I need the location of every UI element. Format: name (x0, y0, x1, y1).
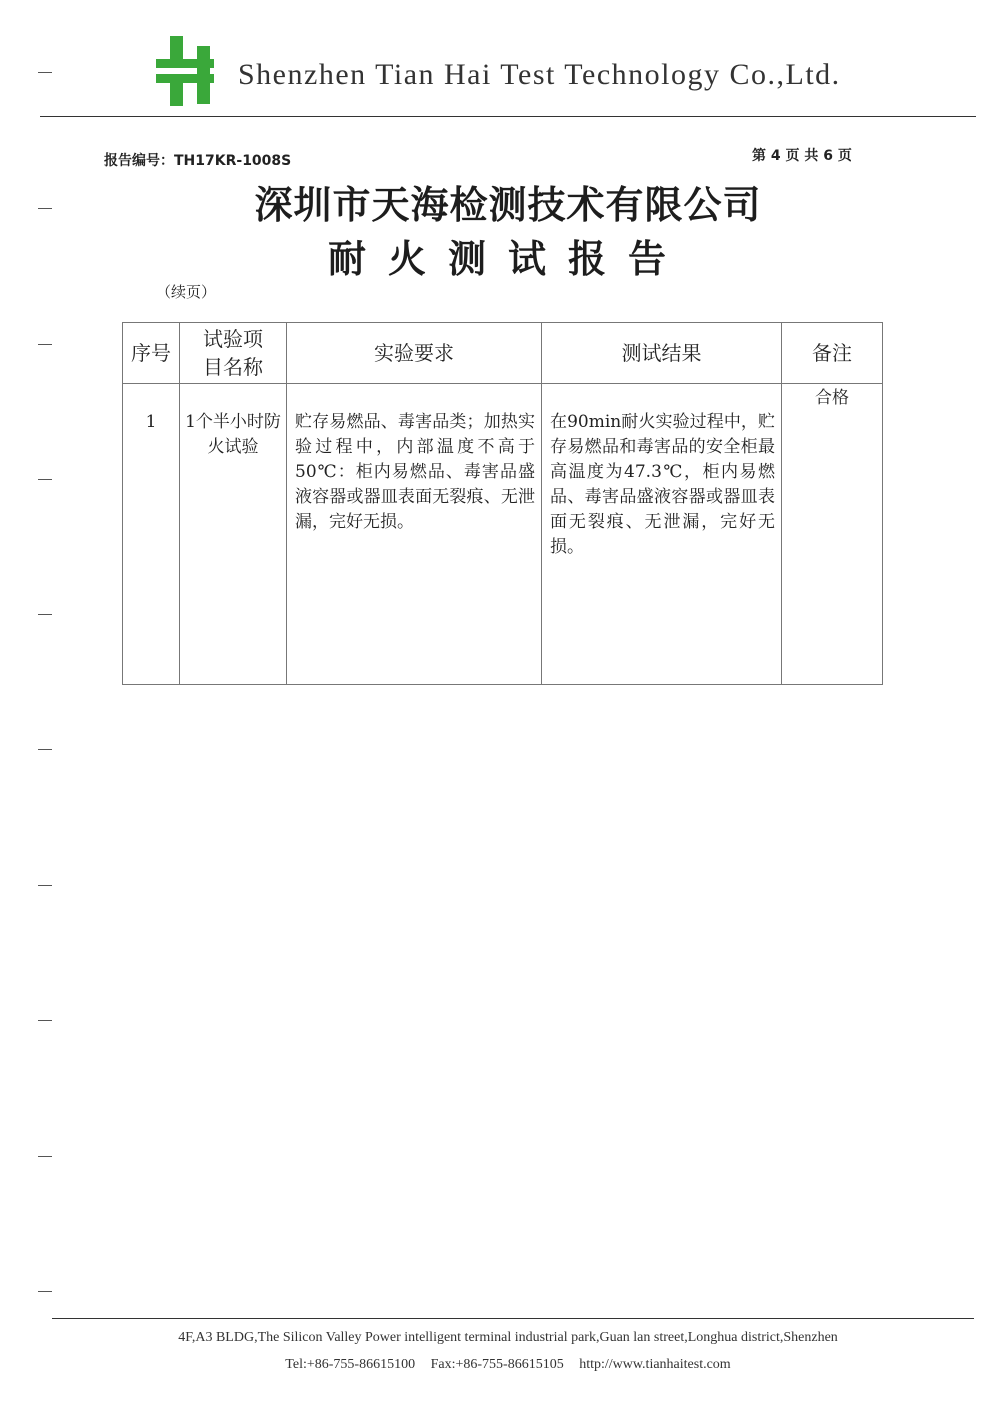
binding-mark (38, 72, 52, 73)
footer-divider (52, 1318, 974, 1319)
binding-mark (38, 1156, 52, 1157)
table-row (123, 384, 883, 685)
row-requirement: 贮存易燃品、毒害品类；加热实验过程中，内部温度不高于50℃：柜内易燃品、毒害品盛液容器或器皿表面无裂痕、无泄漏，完好无损。 (287, 384, 542, 685)
binding-mark (38, 344, 52, 345)
footer-contact (0, 1357, 1000, 1373)
page-indicator: 第 4 页 共 6 页 (752, 148, 852, 164)
company-name-chinese: 深圳市天海检测技术有限公司 (254, 182, 762, 227)
row-remark: 合格 (782, 384, 883, 685)
table-header-row (123, 323, 883, 384)
report-title: 耐火测试报告 (327, 236, 688, 281)
row-result: 在90min耐火实验过程中，贮存易燃品和毒害品的安全柜最高温度为47.3℃，柜内易燃品、毒害品盛液容器或器皿表面无裂痕、无泄漏，完好无损。 (542, 384, 782, 685)
footer-tel: Tel:+86-755-86615100 (285, 1357, 416, 1372)
company-logo-icon (156, 36, 214, 106)
header-item-name: 试验项目名称 (180, 323, 287, 384)
header-divider (40, 116, 976, 117)
row-item-name: 1个半小时防火试验 (180, 384, 287, 685)
footer-fax: Fax:+86-755-86615105 (430, 1357, 564, 1372)
binding-mark (38, 614, 52, 615)
header-requirement: 实验要求 (287, 323, 542, 384)
continued-label: （续页） (156, 283, 217, 301)
report-number-label: 报告编号： (104, 153, 174, 169)
report-number-value: TH17KR-1008S (174, 153, 292, 169)
company-name-english: Shenzhen Tian Hai Test Technology Co.,Ltd. (238, 58, 841, 91)
footer-address: 4F,A3 BLDG,The Silicon Valley Power intelligent terminal industrial park,Guan lan street,Longhua district,Shenzhen (178, 1330, 838, 1345)
header-result: 测试结果 (542, 323, 782, 384)
binding-mark (38, 479, 52, 480)
footer-website[interactable]: http://www.tianhaitest.com (579, 1357, 731, 1372)
binding-mark (38, 749, 52, 750)
binding-mark (38, 1291, 52, 1292)
row-no: 1 (123, 384, 180, 685)
report-number (104, 150, 291, 170)
header-remark: 备注 (782, 323, 883, 384)
test-results-table (122, 322, 883, 685)
binding-mark (38, 885, 52, 886)
binding-mark (38, 1020, 52, 1021)
header-no: 序号 (123, 323, 180, 384)
